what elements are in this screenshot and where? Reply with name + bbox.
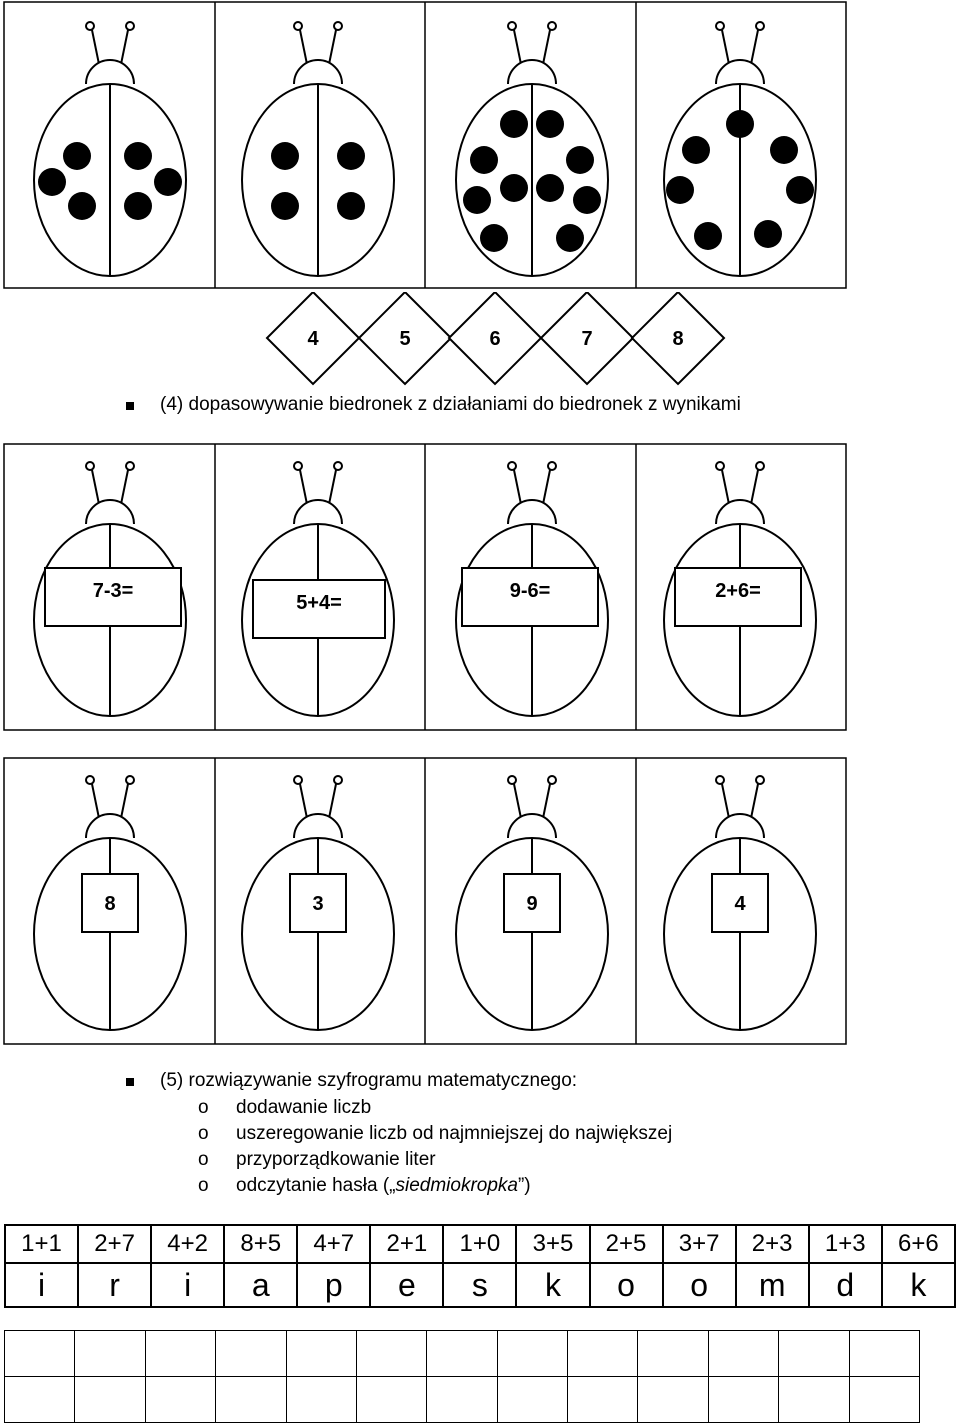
- operation-cell: 2+5: [590, 1225, 663, 1263]
- equation-text: 7-3=: [92, 580, 134, 602]
- ladybug-with-spots: [242, 22, 394, 276]
- equation-ladybug: [456, 462, 608, 716]
- answer-cell[interactable]: [497, 1331, 567, 1377]
- result-ladybug: [664, 776, 816, 1030]
- spot: [470, 146, 498, 174]
- letters-row: [5, 1263, 955, 1307]
- operation-cell: 1+1: [5, 1225, 78, 1263]
- spot: [726, 110, 754, 138]
- answer-cell[interactable]: [849, 1377, 920, 1423]
- letter-cell: i: [5, 1263, 78, 1307]
- operations-row: [5, 1225, 955, 1263]
- answer-cell[interactable]: [145, 1331, 215, 1377]
- letter-cell: i: [151, 1263, 224, 1307]
- item-text-after: ”): [517, 1175, 531, 1196]
- spot: [682, 136, 710, 164]
- section5-bullet: [126, 1078, 134, 1086]
- letter-cell: k: [516, 1263, 589, 1307]
- section4-bullet: [126, 402, 134, 410]
- answer-cell[interactable]: [568, 1331, 638, 1377]
- answer-cell[interactable]: [356, 1377, 426, 1423]
- letter-cell: r: [78, 1263, 151, 1307]
- letter-cell: a: [224, 1263, 297, 1307]
- operation-cell: 6+6: [882, 1225, 955, 1263]
- answer-row: [5, 1331, 920, 1377]
- result-number: 3: [312, 893, 324, 915]
- answer-cell[interactable]: [638, 1377, 708, 1423]
- answer-cell[interactable]: [708, 1331, 778, 1377]
- result-number: 4: [734, 893, 746, 915]
- letter-cell: d: [809, 1263, 882, 1307]
- equation-text: 9-6=: [509, 580, 551, 602]
- answer-cell[interactable]: [779, 1377, 849, 1423]
- answer-cell[interactable]: [427, 1377, 497, 1423]
- spot: [337, 142, 365, 170]
- number-diamond: [632, 292, 724, 384]
- ladybug-with-spots: [456, 22, 608, 276]
- section5-item: [198, 1097, 371, 1119]
- letter-cell: s: [443, 1263, 516, 1307]
- ladybug-with-spots: [34, 22, 186, 276]
- letter-cell: o: [590, 1263, 663, 1307]
- diamond-number: 8: [672, 328, 684, 350]
- answer-cell[interactable]: [216, 1377, 286, 1423]
- number-diamond: [267, 292, 359, 384]
- operation-cell: 1+0: [443, 1225, 516, 1263]
- answer-cell[interactable]: [708, 1377, 778, 1423]
- operation-cell: 8+5: [224, 1225, 297, 1263]
- letter-cell: p: [297, 1263, 370, 1307]
- section5-item: [198, 1149, 436, 1171]
- spot: [754, 220, 782, 248]
- item-text-before: odczytanie hasła („: [236, 1175, 396, 1196]
- spot: [500, 174, 528, 202]
- list-marker: o: [198, 1097, 209, 1118]
- password-word: siedmiokropka: [395, 1175, 518, 1196]
- spot: [556, 224, 584, 252]
- diamond-number: 6: [489, 328, 501, 350]
- spot: [770, 136, 798, 164]
- letter-cell: o: [663, 1263, 736, 1307]
- result-ladybugs-panel: [0, 756, 960, 1046]
- spot: [271, 142, 299, 170]
- operation-cell: 2+3: [736, 1225, 809, 1263]
- number-diamond: [541, 292, 633, 384]
- operation-cell: 1+3: [809, 1225, 882, 1263]
- spot: [124, 142, 152, 170]
- spot: [536, 110, 564, 138]
- spot: [694, 222, 722, 250]
- section4-text: (4) dopasowywanie biedronek z działaniami do biedronek z wynikami: [160, 394, 741, 415]
- list-marker: o: [198, 1123, 209, 1144]
- spot: [63, 142, 91, 170]
- operation-cell: 4+7: [297, 1225, 370, 1263]
- letter-cell: k: [882, 1263, 955, 1307]
- operation-cell: 3+5: [516, 1225, 589, 1263]
- spot: [536, 174, 564, 202]
- operation-cell: 4+2: [151, 1225, 224, 1263]
- spot: [480, 224, 508, 252]
- equation-ladybug: [664, 462, 816, 716]
- answer-cell[interactable]: [75, 1331, 145, 1377]
- result-number: 8: [104, 893, 116, 915]
- equation-text: 5+4=: [296, 592, 342, 614]
- spot: [573, 186, 601, 214]
- equation-text: 2+6=: [715, 580, 761, 602]
- result-ladybug: [34, 776, 186, 1030]
- spot: [38, 168, 66, 196]
- diamond-number: 5: [399, 328, 411, 350]
- number-diamond: [359, 292, 451, 384]
- answer-cell[interactable]: [145, 1377, 215, 1423]
- number-diamonds: [0, 292, 960, 392]
- answer-grid: [4, 1330, 920, 1423]
- answer-cell[interactable]: [497, 1377, 567, 1423]
- letter-cell: e: [370, 1263, 443, 1307]
- equation-ladybugs-panel: [0, 442, 960, 732]
- cipher-table: [4, 1224, 956, 1308]
- operation-cell: 2+7: [78, 1225, 151, 1263]
- answer-cell[interactable]: [849, 1331, 920, 1377]
- section5-title: (5) rozwiązywanie szyfrogramu matematycznego:: [160, 1070, 578, 1091]
- equation-ladybug: [34, 462, 186, 716]
- answer-cell[interactable]: [75, 1377, 145, 1423]
- list-marker: o: [198, 1149, 209, 1170]
- spot: [666, 176, 694, 204]
- answer-cell[interactable]: [5, 1331, 75, 1377]
- spot: [463, 186, 491, 214]
- answer-cell[interactable]: [216, 1331, 286, 1377]
- answer-cell[interactable]: [427, 1331, 497, 1377]
- number-diamond: [449, 292, 541, 384]
- letter-cell: m: [736, 1263, 809, 1307]
- operation-cell: 3+7: [663, 1225, 736, 1263]
- result-ladybug: [242, 776, 394, 1030]
- answer-cell[interactable]: [5, 1377, 75, 1423]
- spot: [337, 192, 365, 220]
- top-ladybugs-panel: [0, 0, 960, 300]
- answer-row: [5, 1377, 920, 1423]
- spot: [786, 176, 814, 204]
- diamond-number: 7: [581, 328, 593, 350]
- ladybug-with-spots: [664, 22, 816, 276]
- diamond-number: 4: [307, 328, 319, 350]
- answer-cell[interactable]: [779, 1331, 849, 1377]
- item-text: dodawanie liczb: [236, 1097, 372, 1118]
- result-number: 9: [526, 893, 538, 915]
- spot: [566, 146, 594, 174]
- answer-cell[interactable]: [568, 1377, 638, 1423]
- section5-item: [198, 1175, 531, 1197]
- answer-cell[interactable]: [356, 1331, 426, 1377]
- item-text: przyporządkowanie liter: [236, 1149, 436, 1170]
- spot: [154, 168, 182, 196]
- spot: [500, 110, 528, 138]
- answer-cell[interactable]: [286, 1331, 356, 1377]
- spot: [271, 192, 299, 220]
- equation-ladybug: [242, 462, 394, 716]
- answer-cell[interactable]: [286, 1377, 356, 1423]
- result-ladybug: [456, 776, 608, 1030]
- answer-cell[interactable]: [638, 1331, 708, 1377]
- operation-cell: 2+1: [370, 1225, 443, 1263]
- section5-item: [198, 1123, 672, 1145]
- item-text: uszeregowanie liczb od najmniejszej do największej: [236, 1123, 673, 1144]
- list-marker: o: [198, 1175, 209, 1196]
- spot: [124, 192, 152, 220]
- spot: [68, 192, 96, 220]
